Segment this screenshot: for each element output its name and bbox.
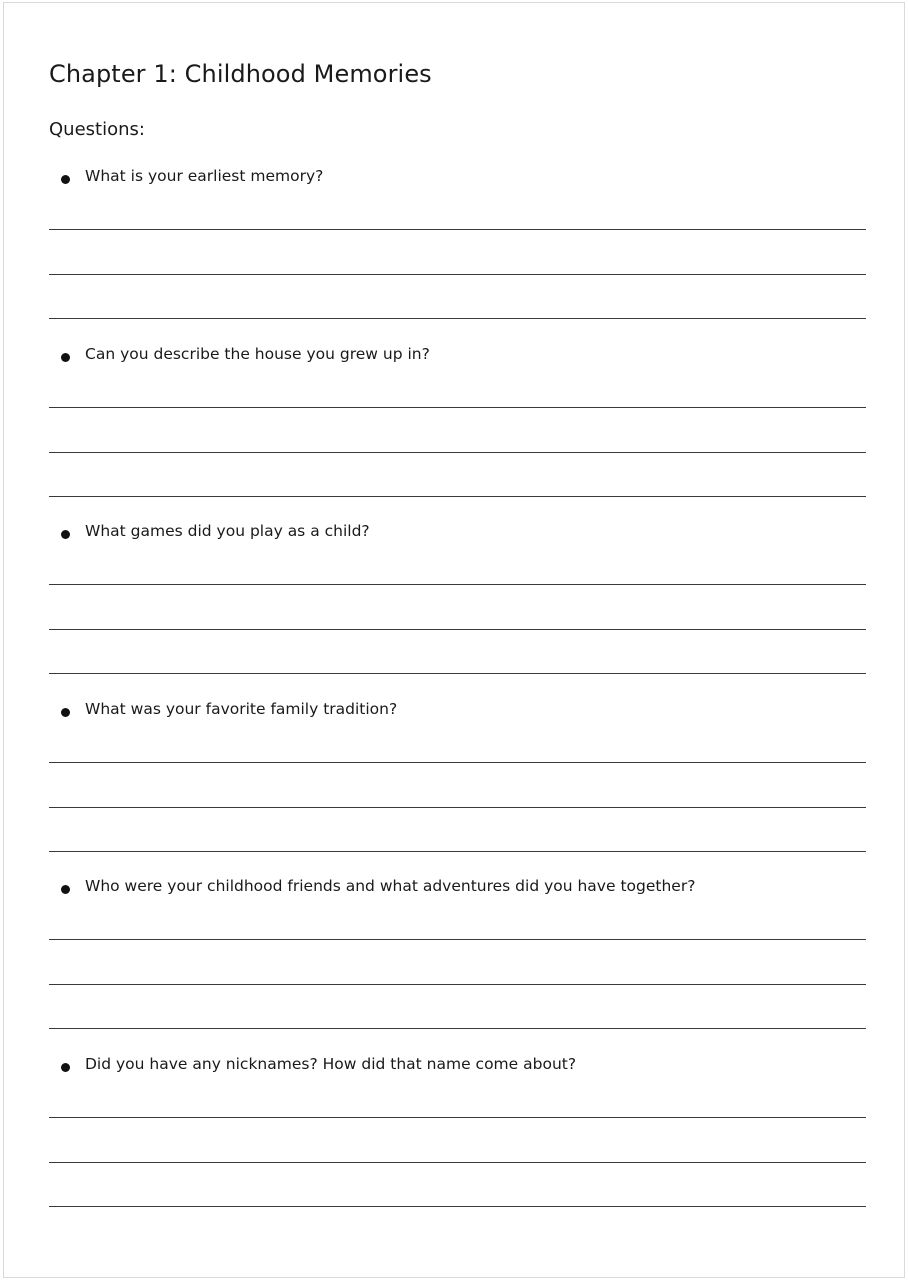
question-text: What games did you play as a child?	[85, 522, 370, 541]
question-item	[0, 178, 908, 363]
answer-line[interactable]	[49, 1117, 866, 1118]
chapter-title: Chapter 1: Childhood Memories	[49, 60, 432, 88]
question-item	[0, 710, 908, 896]
question-text: Who were your childhood friends and what adventures did you have together?	[85, 877, 696, 896]
bullet-icon	[61, 1063, 70, 1072]
question-text: Can you describe the house you grew up in?	[85, 344, 430, 363]
question-text: Did you have any nicknames? How did that name come about?	[85, 1055, 577, 1073]
answer-line[interactable]	[49, 1162, 866, 1163]
question-item	[0, 888, 908, 1073]
answer-line[interactable]	[49, 1206, 866, 1207]
question-text: What is your earliest memory?	[85, 167, 324, 185]
question-item	[0, 0, 908, 185]
questions-heading: Questions:	[49, 119, 145, 140]
question-item	[0, 533, 908, 718]
question-item	[0, 355, 908, 541]
question-text: What was your favorite family tradition?	[85, 699, 398, 718]
